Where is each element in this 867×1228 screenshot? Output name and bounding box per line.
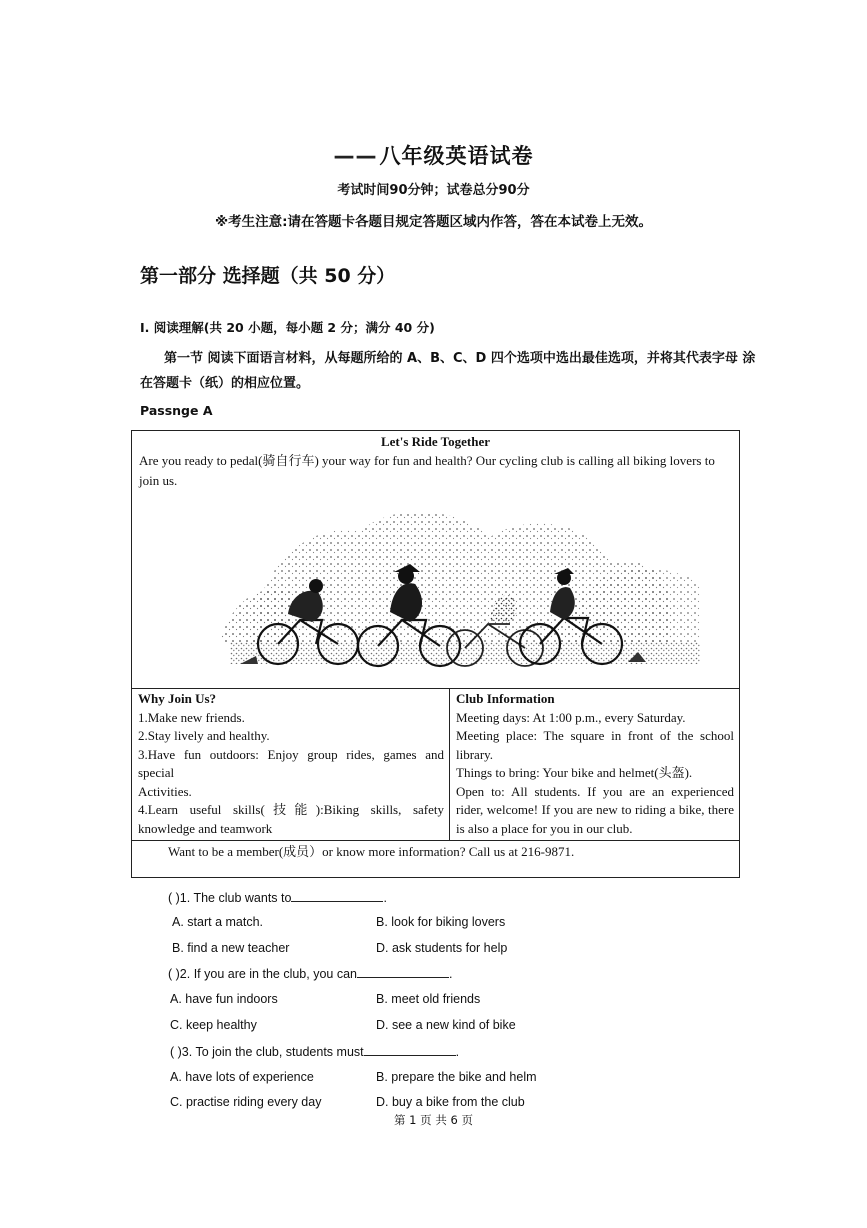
question-1-option-d: D. ask students for help xyxy=(376,941,508,955)
section-title: I. 阅读理解(共 20 小题，每小题 2 分；满分 40 分) xyxy=(140,320,435,335)
table-top-rule xyxy=(131,688,740,689)
exam-notice: ※考生注意:请在答题卡各题目规定答题区域内作答，答在本试卷上无效。 xyxy=(215,214,653,230)
why-join-heading: Why Join Us? xyxy=(138,691,217,706)
question-3-stem xyxy=(170,1043,459,1060)
question-stem-text: ( )1. The club wants to xyxy=(168,891,292,905)
club-info-item: Open to: All students. If you are an experienced rider, welcome! If you are new to riding a bike, there is also a place for you in our club. xyxy=(456,783,734,836)
answer-blank xyxy=(291,889,383,902)
table-bottom-rule xyxy=(131,840,740,841)
club-info-heading: Club Information xyxy=(456,691,555,706)
exam-subtitle: 考试时间90分钟；试卷总分90分 xyxy=(337,183,530,198)
club-info-column xyxy=(456,690,734,838)
why-join-item: 3.Have fun outdoors: Enjoy group rides, games and special xyxy=(138,746,444,780)
question-2-option-c: C. keep healthy xyxy=(170,1018,257,1032)
question-1-option-c: B. find a new teacher xyxy=(172,941,290,955)
question-stem-end: . xyxy=(455,1045,460,1059)
question-1-option-b: B. look for biking lovers xyxy=(376,915,506,929)
question-stem-text: ( )2. If you are in the club, you can xyxy=(168,967,357,981)
cyclists-illustration xyxy=(140,492,736,688)
question-3-option-c: C. practise riding every day xyxy=(170,1095,322,1109)
why-join-item: 1.Make new friends. xyxy=(138,709,245,725)
why-join-column xyxy=(138,690,444,838)
question-stem-end: . xyxy=(449,967,453,981)
passage-title: Let's Ride Together xyxy=(380,434,491,449)
question-1-stem xyxy=(168,889,387,906)
passage-label: Passnge A xyxy=(140,403,213,418)
why-join-item: 2.Stay lively and healthy. xyxy=(138,728,270,743)
question-stem-end: . xyxy=(383,891,387,905)
question-2-option-a: A. have fun indoors xyxy=(170,992,278,1006)
why-join-item: 4.Learn useful skills(技能):Biking skills, safety knowledge and teamwork xyxy=(138,802,444,836)
club-info-item: Meeting days: At 1:00 p.m., every Saturday. xyxy=(456,709,686,725)
title-text: 八年级英语试卷 xyxy=(379,144,534,168)
part-title: 第一部分 选择题（共 50 分） xyxy=(140,265,396,287)
answer-blank xyxy=(364,1043,456,1056)
question-3-option-d: D. buy a bike from the club xyxy=(376,1095,525,1109)
question-2-option-b: B. meet old friends xyxy=(376,992,481,1006)
contact-line: Want to be a member(成员）or know more information? Call us at 216-9871. xyxy=(168,844,575,859)
question-3-option-b: B. prepare the bike and helm xyxy=(376,1070,537,1084)
table-column-rule xyxy=(449,688,450,840)
why-join-item: Activities. xyxy=(138,783,192,799)
question-1-option-a: A. start a match. xyxy=(172,915,264,929)
club-info-item: Things to bring: Your bike and helmet(头盔). xyxy=(456,765,693,780)
title-dash: —— xyxy=(333,144,378,168)
answer-blank xyxy=(357,965,449,978)
club-info-item: Meeting place: The square in front of the school library. xyxy=(456,728,734,762)
question-2-option-d: D. see a new kind of bike xyxy=(376,1018,516,1032)
exam-title xyxy=(0,140,867,170)
passage-intro: Are you ready to pedal(骑自行车) your way for fun and health? Our cycling club is calling all biking lovers to join us. xyxy=(139,453,715,488)
question-2-stem xyxy=(168,965,452,982)
page-number: 第 1 页 共 6 页 xyxy=(394,1113,473,1127)
question-stem-text: ( )3. To join the club, students must xyxy=(170,1045,364,1059)
question-3-option-a: A. have lots of experience xyxy=(170,1070,314,1084)
instruction-text: 第一节 阅读下面语言材料，从每题所给的 A、B、C、D 四个选项中选出最佳选项，并将其代表字母 涂在答题卡（纸）的相应位置。 xyxy=(140,351,756,391)
